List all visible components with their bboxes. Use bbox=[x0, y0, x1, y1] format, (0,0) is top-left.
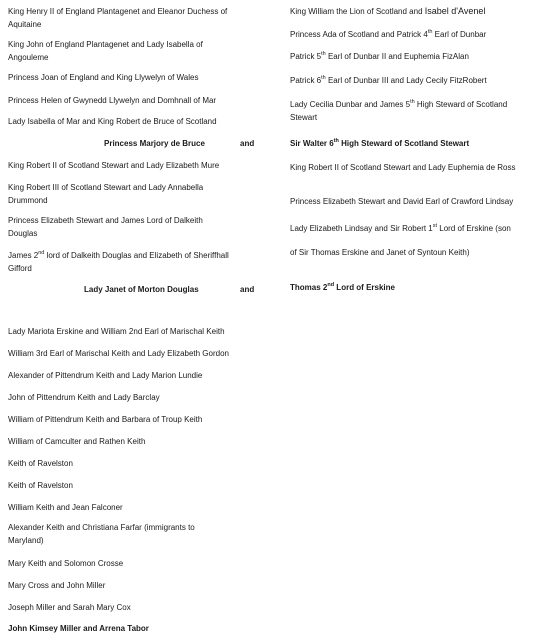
entry-text: King Robert II of Scotland Stewart and Lady Elizabeth Mure bbox=[8, 161, 220, 170]
bottom-entry-1 bbox=[8, 325, 225, 338]
entry-text: Keith of Ravelston bbox=[8, 481, 73, 490]
entry-text: King William the Lion of Scotland and bbox=[290, 7, 425, 16]
entry-text: William of Pittendrum Keith and Barbara of Troup Keith bbox=[8, 415, 203, 424]
bottom-entry-13 bbox=[8, 601, 131, 614]
entry-text-post: Lord of Erskine bbox=[334, 283, 395, 292]
entry-text: William 3rd Earl of Marischal Keith and Lady Elizabeth Gordon bbox=[8, 349, 229, 358]
right-entry-5 bbox=[290, 98, 507, 124]
right-entry-4 bbox=[290, 74, 487, 87]
entry-text: William Keith and Jean Falconer bbox=[8, 503, 123, 512]
left-entry-11 bbox=[84, 283, 199, 296]
entry-text-pre: Lady Elizabeth Lindsay and Sir Robert 1 bbox=[290, 224, 433, 233]
and-connector: and bbox=[240, 285, 255, 294]
entry-text: John of Pittendrum Keith and Lady Barclay bbox=[8, 393, 160, 402]
entry-text-post: Earl of Dunbar II and Euphemia FizAlan bbox=[325, 52, 469, 61]
entry-text: Princess Helen of Gwynedd Llywelyn and Domhnall of Mar bbox=[8, 96, 217, 105]
bottom-entry-10 bbox=[8, 521, 195, 547]
bottom-entry-8 bbox=[8, 479, 73, 492]
bottom-entry-9 bbox=[8, 501, 123, 514]
bottom-entry-12 bbox=[8, 579, 105, 592]
bottom-entry-4 bbox=[8, 391, 160, 404]
entry-text: Keith of Ravelston bbox=[8, 459, 73, 468]
entry-text-pre: Princess Ada of Scotland and Patrick 4 bbox=[290, 30, 428, 39]
left-entry-10 bbox=[8, 249, 229, 275]
entry-text-cont: Angouleme bbox=[8, 53, 49, 62]
ordinal-suffix: th bbox=[333, 138, 339, 144]
entry-text-post: High Steward of Scotland bbox=[414, 100, 508, 109]
left-entry-6-connector bbox=[240, 137, 254, 150]
ordinal-suffix: th bbox=[410, 99, 415, 105]
bottom-entry-6 bbox=[8, 435, 145, 448]
ordinal-suffix: th bbox=[321, 51, 326, 57]
entry-text: John Kimsey Miller and Arrena Tabor bbox=[8, 624, 149, 633]
entry-text-cont: Gifford bbox=[8, 264, 32, 273]
left-entry-1 bbox=[8, 5, 227, 31]
entry-text: King John of England Plantagenet and Lady Isabella of bbox=[8, 40, 203, 49]
entry-text-pre: Patrick 6 bbox=[290, 76, 322, 85]
entry-text-cont: Douglas bbox=[8, 229, 38, 238]
ordinal-suffix: th bbox=[321, 75, 326, 81]
entry-text: Lady Isabella of Mar and King Robert de Bruce of Scotland bbox=[8, 117, 217, 126]
right-entry-11 bbox=[290, 281, 395, 294]
right-entry-2 bbox=[290, 28, 486, 41]
ordinal-suffix: st bbox=[432, 223, 438, 229]
left-entry-2 bbox=[8, 38, 203, 64]
left-entry-9 bbox=[8, 214, 203, 240]
entry-text: Princess Joan of England and King Llywelyn of Wales bbox=[8, 73, 199, 82]
entry-text-pre: Lady Cecilia Dunbar and James 5 bbox=[290, 100, 411, 109]
left-entry-4 bbox=[8, 94, 216, 107]
entry-text-post: Earl of Dunbar bbox=[432, 30, 487, 39]
entry-text: Mary Cross and John Miller bbox=[8, 581, 106, 590]
bottom-entry-7 bbox=[8, 457, 73, 470]
right-entry-8 bbox=[290, 195, 513, 208]
ordinal-suffix: nd bbox=[327, 282, 335, 288]
bottom-entry-14 bbox=[8, 622, 149, 635]
left-entry-8 bbox=[8, 181, 203, 207]
bottom-entry-2 bbox=[8, 347, 229, 360]
entry-text-cont: Aquitaine bbox=[8, 20, 42, 29]
entry-text-post: lord of Dalkeith Douglas and Elizabeth of Sheriffhall bbox=[44, 251, 229, 260]
bottom-entry-11 bbox=[8, 557, 123, 570]
right-entry-7 bbox=[290, 161, 515, 174]
right-entry-1 bbox=[290, 5, 485, 18]
entry-text: William of Camculter and Rathen Keith bbox=[8, 437, 146, 446]
ordinal-suffix: nd bbox=[38, 250, 45, 256]
entry-text-cont: Stewart bbox=[290, 113, 318, 122]
left-entry-5 bbox=[8, 115, 217, 128]
bottom-entry-3 bbox=[8, 369, 202, 382]
entry-text: King Robert II of Scotland Stewart and Lady Euphemia de Ross bbox=[290, 163, 516, 172]
entry-text: Princess Elizabeth Stewart and James Lord of Dalkeith bbox=[8, 216, 203, 225]
bottom-entry-5 bbox=[8, 413, 202, 426]
entry-text: Alexander Keith and Christiana Farfar (immigrants to bbox=[8, 523, 195, 532]
left-entry-6 bbox=[104, 137, 205, 150]
and-connector: and bbox=[240, 139, 255, 148]
entry-text: King Robert III of Scotland Stewart and Lady Annabella bbox=[8, 183, 204, 192]
entry-text: Alexander of Pittendrum Keith and Lady Marion Lundie bbox=[8, 371, 203, 380]
entry-text-pre: Sir Walter 6 bbox=[290, 139, 334, 148]
entry-text-pre: Patrick 5 bbox=[290, 52, 322, 61]
entry-text-pre: Thomas 2 bbox=[290, 283, 328, 292]
entry-text-post: Earl of Dunbar III and Lady Cecily FitzRobert bbox=[325, 76, 487, 85]
right-entry-3 bbox=[290, 50, 469, 63]
entry-name: Lady Janet of Morton Douglas bbox=[84, 285, 199, 294]
entry-text-pre: James 2 bbox=[8, 251, 39, 260]
left-entry-3 bbox=[8, 71, 198, 84]
entry-text-tail: Isabel d'Avenel bbox=[424, 6, 486, 16]
entry-text: of Sir Thomas Erskine and Janet of Syntoun Keith) bbox=[290, 248, 470, 257]
entry-text: Princess Elizabeth Stewart and David Earl of Crawford Lindsay bbox=[290, 197, 514, 206]
entry-text: King Henry II of England Plantagenet and Eleanor Duchess of bbox=[8, 7, 228, 16]
entry-text-post: Lord of Erskine (son bbox=[437, 224, 511, 233]
entry-text: Mary Keith and Solomon Crosse bbox=[8, 559, 124, 568]
right-entry-6 bbox=[290, 137, 469, 150]
entry-name: Princess Marjory de Bruce bbox=[104, 139, 205, 148]
entry-text: Lady Mariota Erskine and William 2nd Earl of Marischal Keith bbox=[8, 327, 225, 336]
ordinal-suffix: th bbox=[427, 29, 433, 35]
entry-text-cont: Maryland) bbox=[8, 536, 44, 545]
right-entry-9 bbox=[290, 222, 511, 235]
entry-text: Joseph Miller and Sarah Mary Cox bbox=[8, 603, 131, 612]
left-entry-11-connector bbox=[240, 283, 254, 296]
entry-text-post: High Steward of Scotland Stewart bbox=[338, 139, 470, 148]
left-entry-7 bbox=[8, 159, 219, 172]
right-entry-10 bbox=[290, 246, 470, 259]
entry-text-cont: Drummond bbox=[8, 196, 48, 205]
